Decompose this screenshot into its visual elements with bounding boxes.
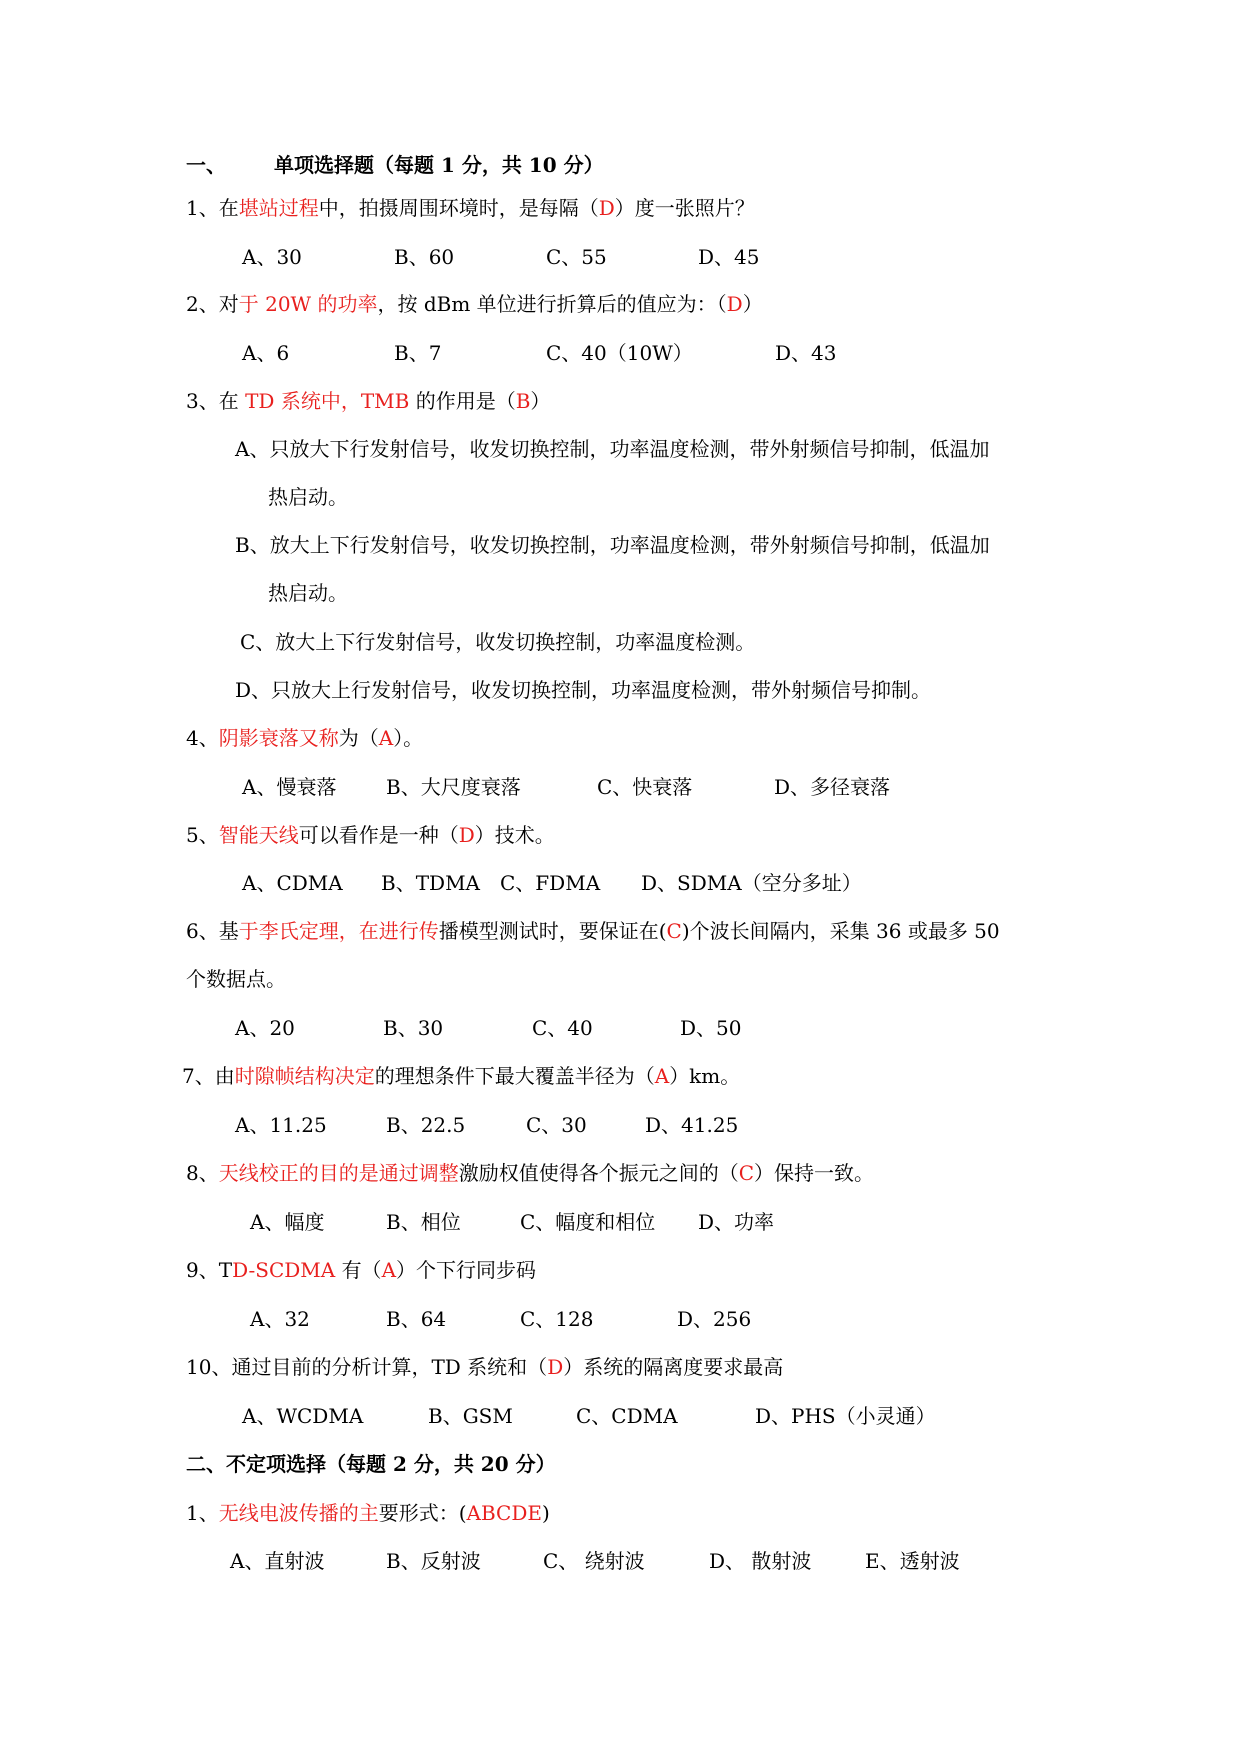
option: A、11.25 <box>235 1113 327 1137</box>
question-2-highlight: 于 20W 的功率 <box>238 292 378 316</box>
option: D、43 <box>775 341 837 365</box>
option: B、64 <box>386 1307 447 1331</box>
option: C、快衰落 <box>597 775 693 799</box>
section-2-question-1-highlight: 无线电波传播的主 <box>218 1501 379 1525</box>
question-5-text: ）技术。 <box>474 823 555 847</box>
question-6-text: 播模型测试时，要保证在( <box>438 919 667 943</box>
question-9-highlight: D-SCDMA <box>232 1258 342 1282</box>
question-3 <box>186 388 550 414</box>
question-6-highlight: 于李氏定理，在进行传 <box>238 919 439 943</box>
option: D、多径衰落 <box>774 775 891 799</box>
option: C、55 <box>546 245 607 269</box>
option: B、大尺度衰落 <box>386 775 521 799</box>
question-2-answer: D <box>726 292 743 316</box>
section-2-question-1 <box>186 1500 550 1526</box>
question-7-text: 的理想条件下最大覆盖半径为（ <box>374 1064 655 1088</box>
option: C、幅度和相位 <box>520 1210 656 1234</box>
question-3-highlight: TD 系统中，TMB <box>245 389 416 413</box>
question-5-answer: D <box>458 823 475 847</box>
question-1 <box>186 195 755 221</box>
option: C、40（10W） <box>546 341 693 365</box>
question-7-answer: A <box>654 1064 670 1088</box>
option: D、50 <box>680 1016 742 1040</box>
section-2-question-1-text: ) <box>542 1501 550 1525</box>
option: A、直射波 <box>230 1549 325 1573</box>
question-6-options <box>0 1015 1241 1041</box>
question-9-answer: A <box>381 1258 397 1282</box>
question-2-options <box>0 340 1241 366</box>
option: B、相位 <box>386 1210 461 1234</box>
option: D、 散射波 <box>709 1549 812 1573</box>
question-1-answer: D <box>598 196 615 220</box>
question-5-text: 可以看作是一种（ <box>298 823 459 847</box>
option: B、60 <box>394 245 455 269</box>
question-3-option-a: A、只放大下行发射信号，收发切换控制，功率温度检测，带外射频信号抑制，低温加 <box>235 437 990 461</box>
option: C、FDMA <box>500 871 601 895</box>
question-1-highlight: 堪站过程 <box>238 196 319 220</box>
section-2-heading: 二、不定项选择（每题 2 分，共 20 分） <box>186 1452 556 1476</box>
question-8-text: ）保持一致。 <box>754 1161 875 1185</box>
option: B、反射波 <box>386 1549 481 1573</box>
question-8-text: 8、 <box>186 1161 219 1185</box>
question-1-text: ）度一张照片？ <box>614 196 755 220</box>
option: B、22.5 <box>386 1113 466 1137</box>
question-3-text: 3、在 <box>186 389 246 413</box>
question-4-text: 为（ <box>338 726 379 750</box>
option: A、6 <box>242 341 290 365</box>
question-9 <box>186 1257 536 1283</box>
question-8-highlight: 天线校正的目的是通过调整 <box>218 1161 459 1185</box>
question-4 <box>186 725 423 751</box>
section-1-title: 单项选择题（每题 1 分，共 10 分） <box>274 153 604 177</box>
option: A、慢衰落 <box>242 775 337 799</box>
question-3-option-b: B、放大上下行发射信号，收发切换控制，功率温度检测，带外射频信号抑制，低温加 <box>235 533 990 557</box>
question-9-text: 有（ <box>341 1258 382 1282</box>
question-1-text: 中，拍摄周围环境时，是每隔（ <box>318 196 599 220</box>
question-4-text: ）。 <box>393 726 424 750</box>
question-6 <box>186 918 1000 944</box>
question-6-cont: 个数据点。 <box>186 967 286 991</box>
question-4-answer: A <box>378 726 394 750</box>
question-5-highlight: 智能天线 <box>218 823 299 847</box>
question-8 <box>186 1160 874 1186</box>
option: D、256 <box>677 1307 752 1331</box>
option: A、CDMA <box>242 871 343 895</box>
option: C、CDMA <box>576 1404 678 1428</box>
option: B、30 <box>383 1016 444 1040</box>
option: D、41.25 <box>645 1113 739 1137</box>
section-1-number: 一、 <box>186 153 226 177</box>
question-5-text: 5、 <box>186 823 219 847</box>
question-4-text: 4、 <box>186 726 219 750</box>
question-7-text: ）km。 <box>669 1064 741 1088</box>
section-2-question-1-options <box>0 1548 1241 1574</box>
question-5 <box>186 822 555 848</box>
option: D、45 <box>698 245 760 269</box>
question-6-answer: C <box>666 919 682 943</box>
question-7-options <box>0 1112 1241 1138</box>
question-9-options <box>0 1306 1241 1332</box>
option: B、TDMA <box>381 871 480 895</box>
question-1-text: 1、在 <box>186 196 239 220</box>
option: A、32 <box>250 1307 310 1331</box>
question-9-text: 9、T <box>186 1258 233 1282</box>
question-4-options <box>0 774 1241 800</box>
option: D、PHS（小灵通） <box>755 1404 936 1428</box>
option: C、30 <box>526 1113 587 1137</box>
question-5-options <box>0 870 1241 896</box>
question-7-highlight: 时隙帧结构决定 <box>234 1064 375 1088</box>
question-7-text: 7、由 <box>182 1064 235 1088</box>
question-9-text: ）个下行同步码 <box>396 1258 537 1282</box>
option: C、128 <box>520 1307 594 1331</box>
option: A、30 <box>242 245 302 269</box>
question-3-option-c: C、放大上下行发射信号，收发切换控制，功率温度检测。 <box>240 630 756 654</box>
question-10 <box>186 1354 783 1380</box>
question-2 <box>186 291 763 317</box>
question-2-text: ） <box>742 292 763 316</box>
question-7 <box>182 1063 740 1089</box>
option: A、WCDMA <box>242 1404 364 1428</box>
question-3-option-d: D、只放大上行发射信号，收发切换控制，功率温度检测，带外射频信号抑制。 <box>235 678 932 702</box>
section-2-question-1-text: 1、 <box>186 1501 219 1525</box>
question-2-text: ，按 dBm 单位进行折算后的值应为：（ <box>377 292 727 316</box>
option: E、透射波 <box>865 1549 960 1573</box>
option: A、幅度 <box>250 1210 325 1234</box>
question-3-answer: B <box>515 389 531 413</box>
question-3-option-b-cont: 热启动。 <box>268 581 348 605</box>
option: C、40 <box>532 1016 593 1040</box>
question-1-options <box>0 244 1241 270</box>
question-10-text: 10、通过目前的分析计算，TD 系统和（ <box>186 1355 548 1379</box>
option: C、 绕射波 <box>543 1549 645 1573</box>
option: D、功率 <box>698 1210 775 1234</box>
question-8-options <box>0 1209 1241 1235</box>
question-4-highlight: 阴影衰落又称 <box>218 726 339 750</box>
question-6-text: 6、基 <box>186 919 239 943</box>
question-10-answer: D <box>547 1355 564 1379</box>
section-2-question-1-answer: ABCDE <box>466 1501 542 1525</box>
section-1-heading <box>186 152 604 178</box>
option: B、7 <box>394 341 442 365</box>
question-3-text: 的作用是（ <box>415 389 516 413</box>
question-10-text: ）系统的隔离度要求最高 <box>563 1355 784 1379</box>
option: D、SDMA（空分多址） <box>641 871 862 895</box>
option: B、GSM <box>428 1404 513 1428</box>
question-3-text: ） <box>530 389 551 413</box>
question-8-answer: C <box>738 1161 755 1185</box>
option: A、20 <box>235 1016 295 1040</box>
question-10-options <box>0 1403 1241 1429</box>
question-3-option-a-cont: 热启动。 <box>268 485 348 509</box>
question-8-text: 激励权值使得各个振元之间的（ <box>458 1161 739 1185</box>
question-6-text: )个波长间隔内，采集 36 或最多 50 <box>681 919 1000 943</box>
question-2-text: 2、对 <box>186 292 239 316</box>
section-2-question-1-text: 要形式：( <box>378 1501 467 1525</box>
